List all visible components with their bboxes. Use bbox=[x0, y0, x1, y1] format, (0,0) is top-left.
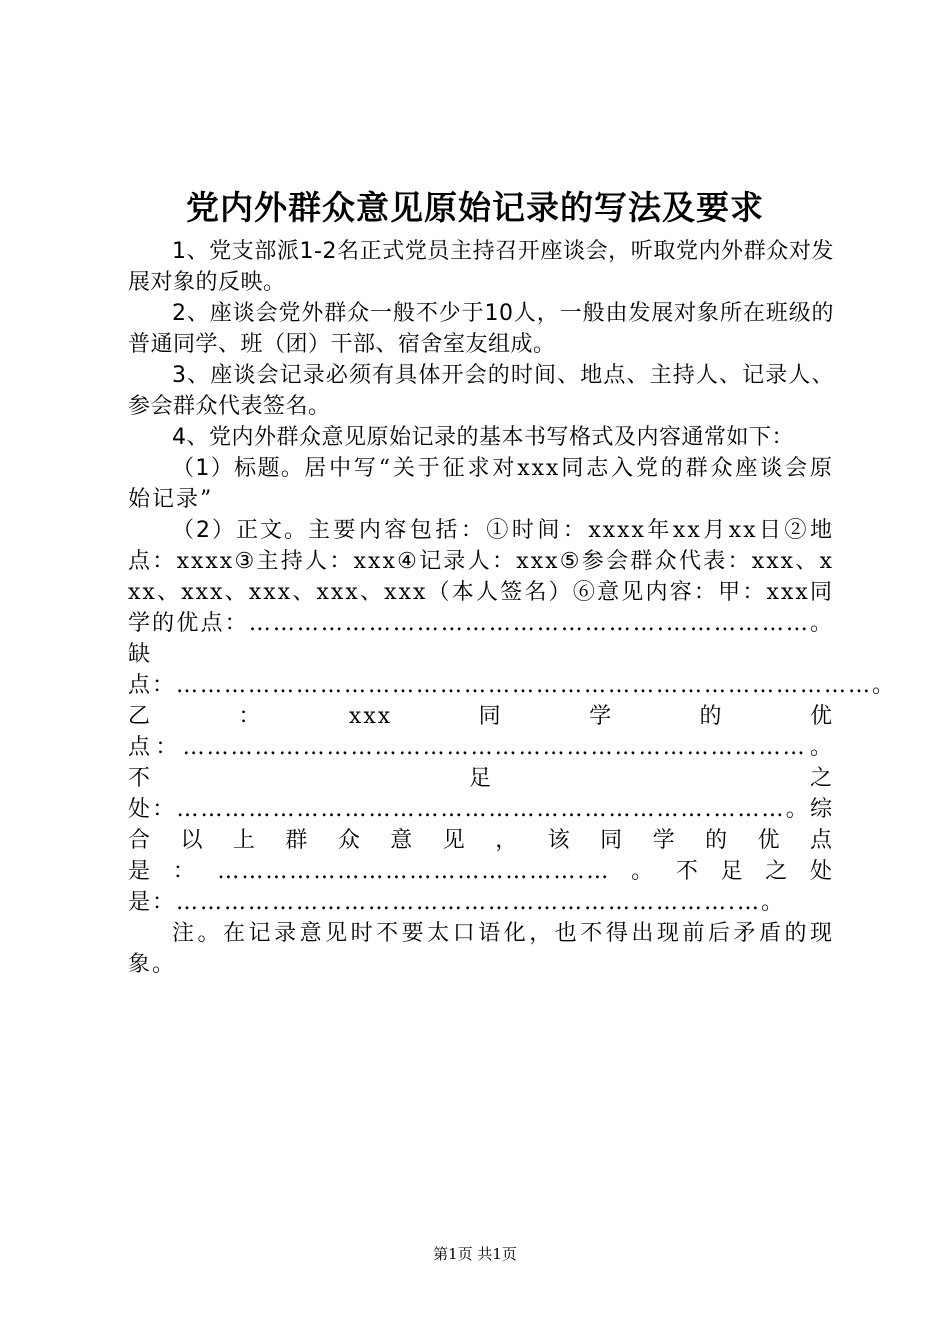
document-body bbox=[128, 236, 897, 980]
item-4: 4、党内外群众意见原始记录的基本书写格式及内容通常如下： bbox=[172, 425, 794, 450]
sub-item-title-label: （1）标题。 bbox=[172, 456, 305, 481]
page-footer: 第1页 共1页 bbox=[433, 1245, 517, 1263]
item-3: 3、座谈会记录必须有具体开会的时间、地点、主持人、记录人、参会群众代表签名。 bbox=[128, 363, 834, 419]
sub-item-title-text: 居中写“关于征求对xxx同志入党的群众座谈会原始记录” bbox=[128, 456, 834, 512]
item-2: 2、座谈会党外群众一般不少于10人，一般由发展对象所在班级的普通同学、班（团）干部、宿舍室友组成。 bbox=[128, 301, 834, 357]
item-1: 1、党支部派1-2名正式党员主持召开座谈会，听取党内外群众对发展对象的反映。 bbox=[128, 239, 834, 295]
sub-item-title bbox=[128, 453, 834, 515]
note-paragraph: 注。在记录意见时不要太口语化，也不得出现前后矛盾的现象。 bbox=[128, 921, 834, 977]
sub-item-body bbox=[128, 515, 897, 918]
document-title: 党内外群众意见原始记录的写法及要求 bbox=[186, 188, 764, 227]
sub-item-body-text: 主要内容包括：①时间：xxxx年xx月xx日②地点：xxxx③主持人：xxx④记录人：xxx⑤参会群众代表：xxx、xxx、xxx、xxx、xxx、xxx（本人签名）⑥意见内容：甲：xxx同学的优点：…………………………………………….………………。缺点：……………………………………………………………………………。乙：xxx同学的优点：……………………………………………………………………。不足之处：………………………………………………………….………。综合以上群众意见，该同学的优点是：……………………………………….…。不足之处是：…………………………………………………………….…。 bbox=[128, 518, 897, 915]
sub-item-body-label: （2）正文。 bbox=[172, 518, 308, 543]
